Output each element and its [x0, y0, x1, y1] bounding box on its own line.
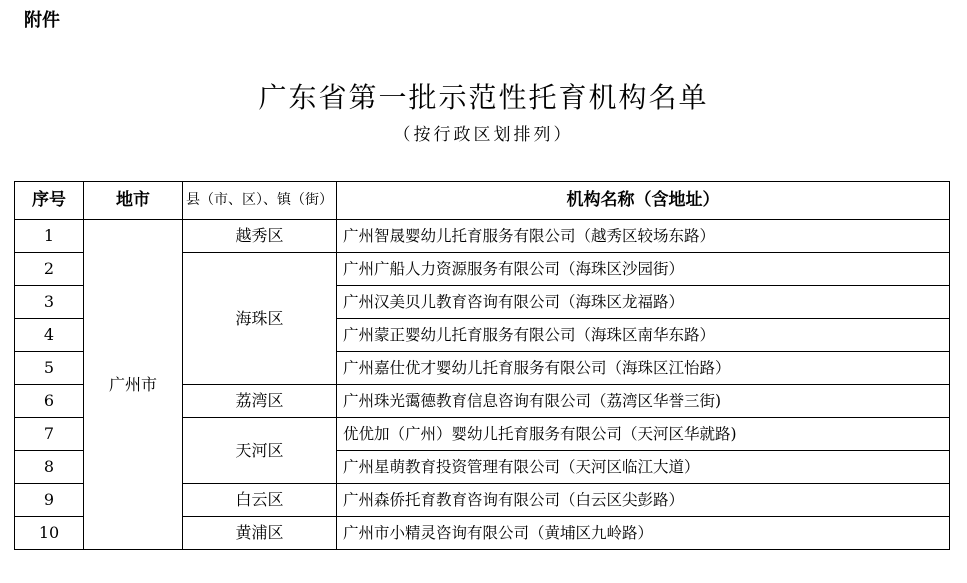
row-seq: 6 [15, 385, 84, 418]
row-seq: 8 [15, 451, 84, 484]
attachment-label: 附件 [24, 10, 60, 31]
district-cell: 白云区 [183, 484, 337, 517]
col-header-seq: 序号 [15, 182, 84, 220]
district-cell: 荔湾区 [183, 385, 337, 418]
district-cell: 海珠区 [183, 253, 337, 385]
document-title: 广东省第一批示范性托育机构名单 [258, 81, 709, 114]
district-cell: 天河区 [183, 418, 337, 484]
org-cell: 广州蒙正婴幼儿托育服务有限公司（海珠区南华东路） [337, 319, 950, 352]
row-seq: 4 [15, 319, 84, 352]
district-cell: 越秀区 [183, 220, 337, 253]
col-header-city: 地市 [84, 182, 183, 220]
district-cell: 黄浦区 [183, 517, 337, 550]
org-cell: 广州市小精灵咨询有限公司（黄埔区九岭路） [337, 517, 950, 550]
institution-table [14, 181, 950, 550]
org-cell: 广州汉美贝儿教育咨询有限公司（海珠区龙福路） [337, 286, 950, 319]
org-cell: 广州森侨托育教育咨询有限公司（白云区尖彭路） [337, 484, 950, 517]
row-seq: 10 [15, 517, 84, 550]
row-seq: 3 [15, 286, 84, 319]
city-cell: 广州市 [84, 220, 183, 550]
row-seq: 1 [15, 220, 84, 253]
row-seq: 2 [15, 253, 84, 286]
org-cell: 广州珠光霭德教育信息咨询有限公司（荔湾区华誉三街) [337, 385, 950, 418]
org-cell: 广州星萌教育投资管理有限公司（天河区临江大道） [337, 451, 950, 484]
org-cell: 优优加（广州）婴幼儿托育服务有限公司（天河区华就路) [337, 418, 950, 451]
row-seq: 5 [15, 352, 84, 385]
table-header-row [15, 182, 950, 220]
document-subtitle: （按行政区划排列） [393, 125, 574, 145]
row-seq: 7 [15, 418, 84, 451]
col-header-org: 机构名称（含地址） [337, 182, 950, 220]
org-cell: 广州智晟婴幼儿托育服务有限公司（越秀区较场东路） [337, 220, 950, 253]
table-row [15, 220, 950, 253]
col-header-county: 县（市、区）、镇（街） [183, 182, 337, 220]
row-seq: 9 [15, 484, 84, 517]
org-cell: 广州广船人力资源服务有限公司（海珠区沙园街） [337, 253, 950, 286]
org-cell: 广州嘉仕优才婴幼儿托育服务有限公司（海珠区江怡路） [337, 352, 950, 385]
